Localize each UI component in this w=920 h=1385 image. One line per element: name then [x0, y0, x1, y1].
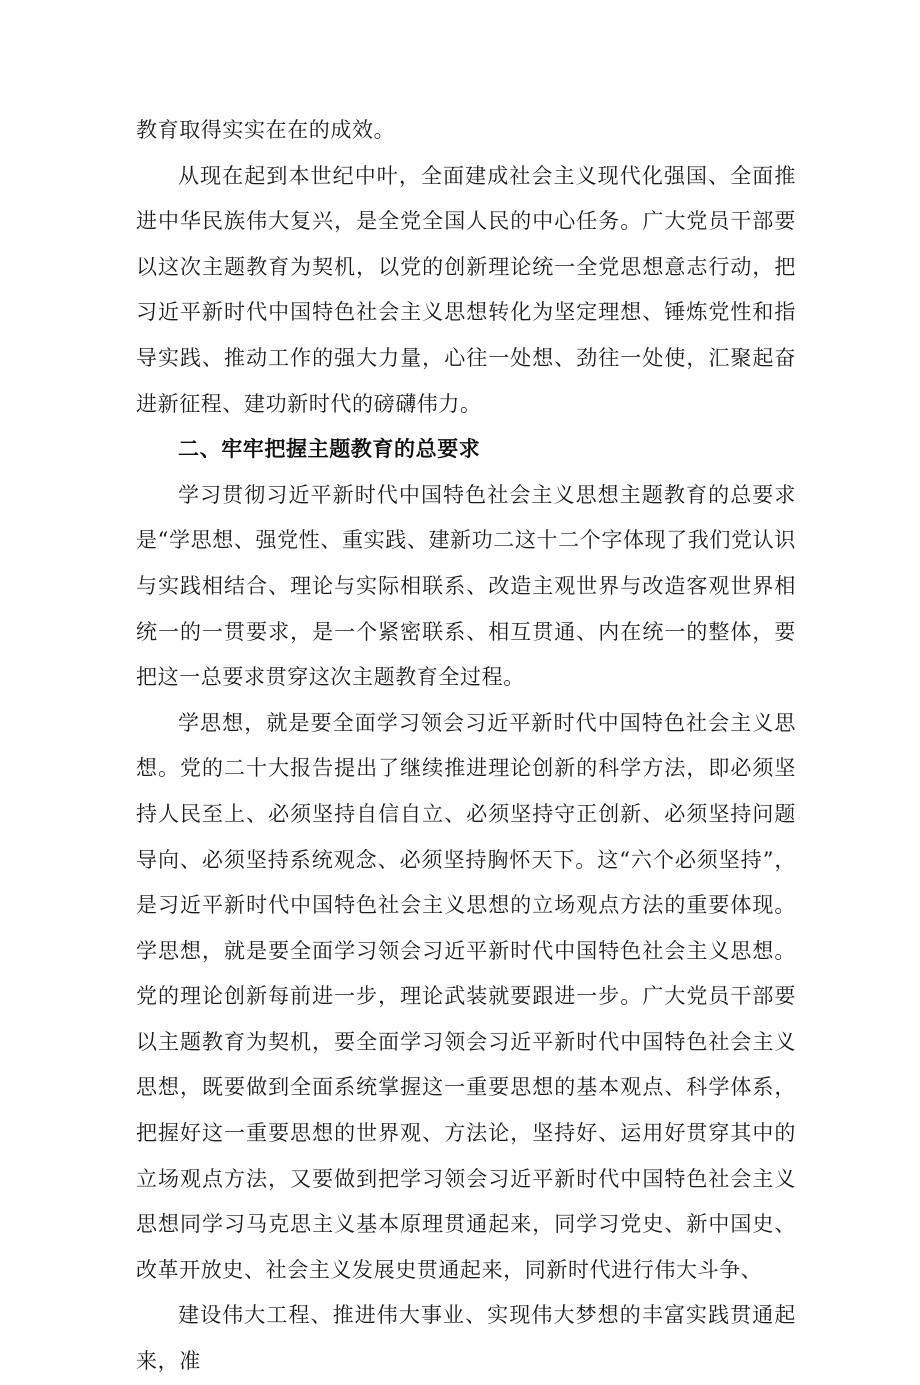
paragraph-central-task: 从现在起到本世纪中叶，全面建成社会主义现代化强国、全面推进中华民族伟大复兴，是全党全国人民的中心任务。广大党员干部要以这次主题教育为契机，以党的创新理论统一全党思想意志行动，把习近平新时代中国特色社会主义思想转化为坚定理想、锤炼党性和指导实践、推动工作的强大力量，心往一处想、劲往一处使，汇聚起奋进新征程、建功新时代的磅礴伟力。	[136, 163, 796, 416]
paragraph-practice: 建设伟大工程、推进伟大事业、实现伟大梦想的丰富实践贯通起来，准	[136, 1303, 796, 1374]
section-heading: 二、牢牢把握主题教育的总要求	[178, 437, 481, 462]
paragraph-learn-thought: 学思想，就是要全面学习领会习近平新时代中国特色社会主义思想。党的二十大报告提出了继续推进理论创新的科学方法，即必须坚持人民至上、必须坚持自信自立、必须坚持守正创新、必须坚持问题导向、必须坚持系统观念、必须坚持胸怀天下。这“六个必须坚持”，是习近平新时代中国特色社会主义思想的立场观点方法的重要体现。学思想，就是要全面学习领会习近平新时代中国特色社会主义思想。党的理论创新每前进一步，理论武装就要跟进一步。广大党员干部要以主题教育为契机，要全面学习领会习近平新时代中国特色社会主义思想，既要做到全面系统掌握这一重要思想的基本观点、科学体系，把握好这一重要思想的世界观、方法论，坚持好、运用好贯穿其中的立场观点方法，又要做到把学习领会习近平新时代中国特色社会主义思想同学习马克思主义基本原理贯通起来，同学习党史、新中国史、改革开放史、社会主义发展史贯通起来，同新时代进行伟大斗争、	[136, 710, 796, 1282]
paragraph-continuation: 教育取得实实在在的成效。	[136, 118, 396, 142]
document-body	[136, 108, 796, 1385]
paragraph-general-requirement: 学习贯彻习近平新时代中国特色社会主义思想主题教育的总要求是“学思想、强党性、重实践、建新功二这十二个字体现了我们党认识与实践相结合、理论与实际相联系、改造主观世界与改造客观世界相统一的一贯要求，是一个紧密联系、相互贯通、内在统一的整体，要把这一总要求贯穿这次主题教育全过程。	[136, 482, 796, 690]
